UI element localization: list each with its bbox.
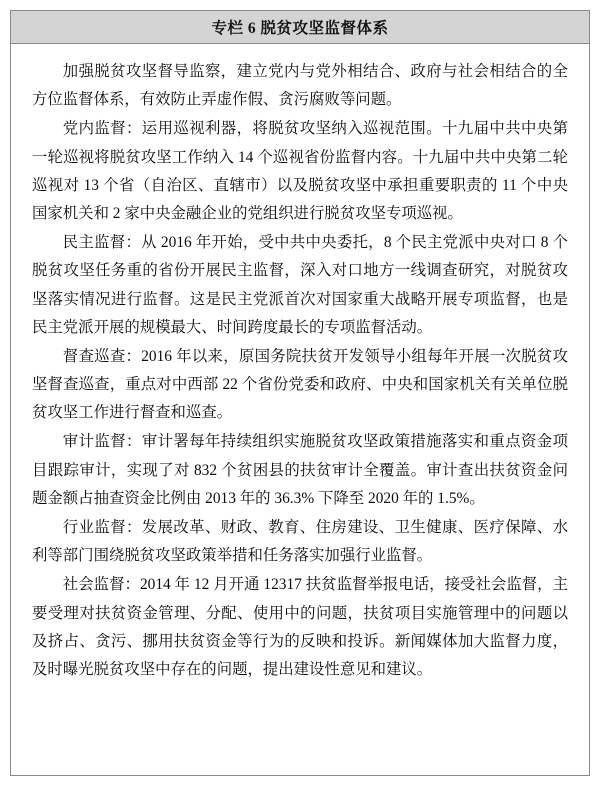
paragraph: 党内监督：运用巡视利器，将脱贫攻坚纳入巡视范围。十九届中共中央第一轮巡视将脱贫攻坚工作纳入 14 个巡视省份监督内容。十九届中共中央第二轮巡视对 13 个省（自治区、直辖市）以及脱贫攻坚中承担重要职责的 11 个中央国家机关和 2 家中央金融企业的党组织进行脱贫攻坚专项巡视。 (32, 120, 568, 222)
box-title: 专栏 6 脱贫攻坚监督体系 (211, 20, 389, 37)
box-body (11, 44, 589, 695)
paragraph: 民主监督：从 2016 年开始，受中共中央委托，8 个民主党派中央对口 8 个脱贫攻坚任务重的省份开展民主监督，深入对口地方一线调查研究，对脱贫攻坚落实情况进行监督。这是民主党派首次对国家重大战略开展专项监督，也是民主党派开展的规模最大、时间跨度最长的专项监督活动。 (32, 234, 568, 336)
box-title-bar (11, 11, 589, 44)
paragraph: 审计监督：审计署每年持续组织实施脱贫攻坚政策措施落实和重点资金项目跟踪审计，实现了对 832 个贫困县的扶贫审计全覆盖。审计查出扶贫资金问题金额占抽查资金比例由 2013 年的 36.3% 下降至 2020 年的 1.5%。 (32, 433, 568, 507)
feature-box (10, 10, 590, 776)
paragraph: 督查巡查：2016 年以来，原国务院扶贫开发领导小组每年开展一次脱贫攻坚督查巡查，重点对中西部 22 个省份党委和政府、中央和国家机关有关单位脱贫攻坚工作进行督查和巡查。 (32, 347, 568, 422)
paragraph: 社会监督：2014 年 12 月开通 12317 扶贫监督举报电话，接受社会监督，主要受理对扶贫资金管理、分配、使用中的问题，扶贫项目实施管理中的问题以及挤占、贪污、挪用扶贫资金等行为的反映和投诉。新闻媒体加大监督力度，及时曝光脱贫攻坚中存在的问题，提出建设性意见和建议。 (32, 576, 568, 678)
paragraph: 行业监督：发展改革、财政、教育、住房建设、卫生健康、医疗保障、水利等部门围绕脱贫攻坚政策举措和任务落实加强行业监督。 (32, 519, 568, 565)
paragraph: 加强脱贫攻坚督导监察，建立党内与党外相结合、政府与社会相结合的全方位监督体系，有效防止弄虚作假、贪污腐败等问题。 (32, 63, 568, 109)
